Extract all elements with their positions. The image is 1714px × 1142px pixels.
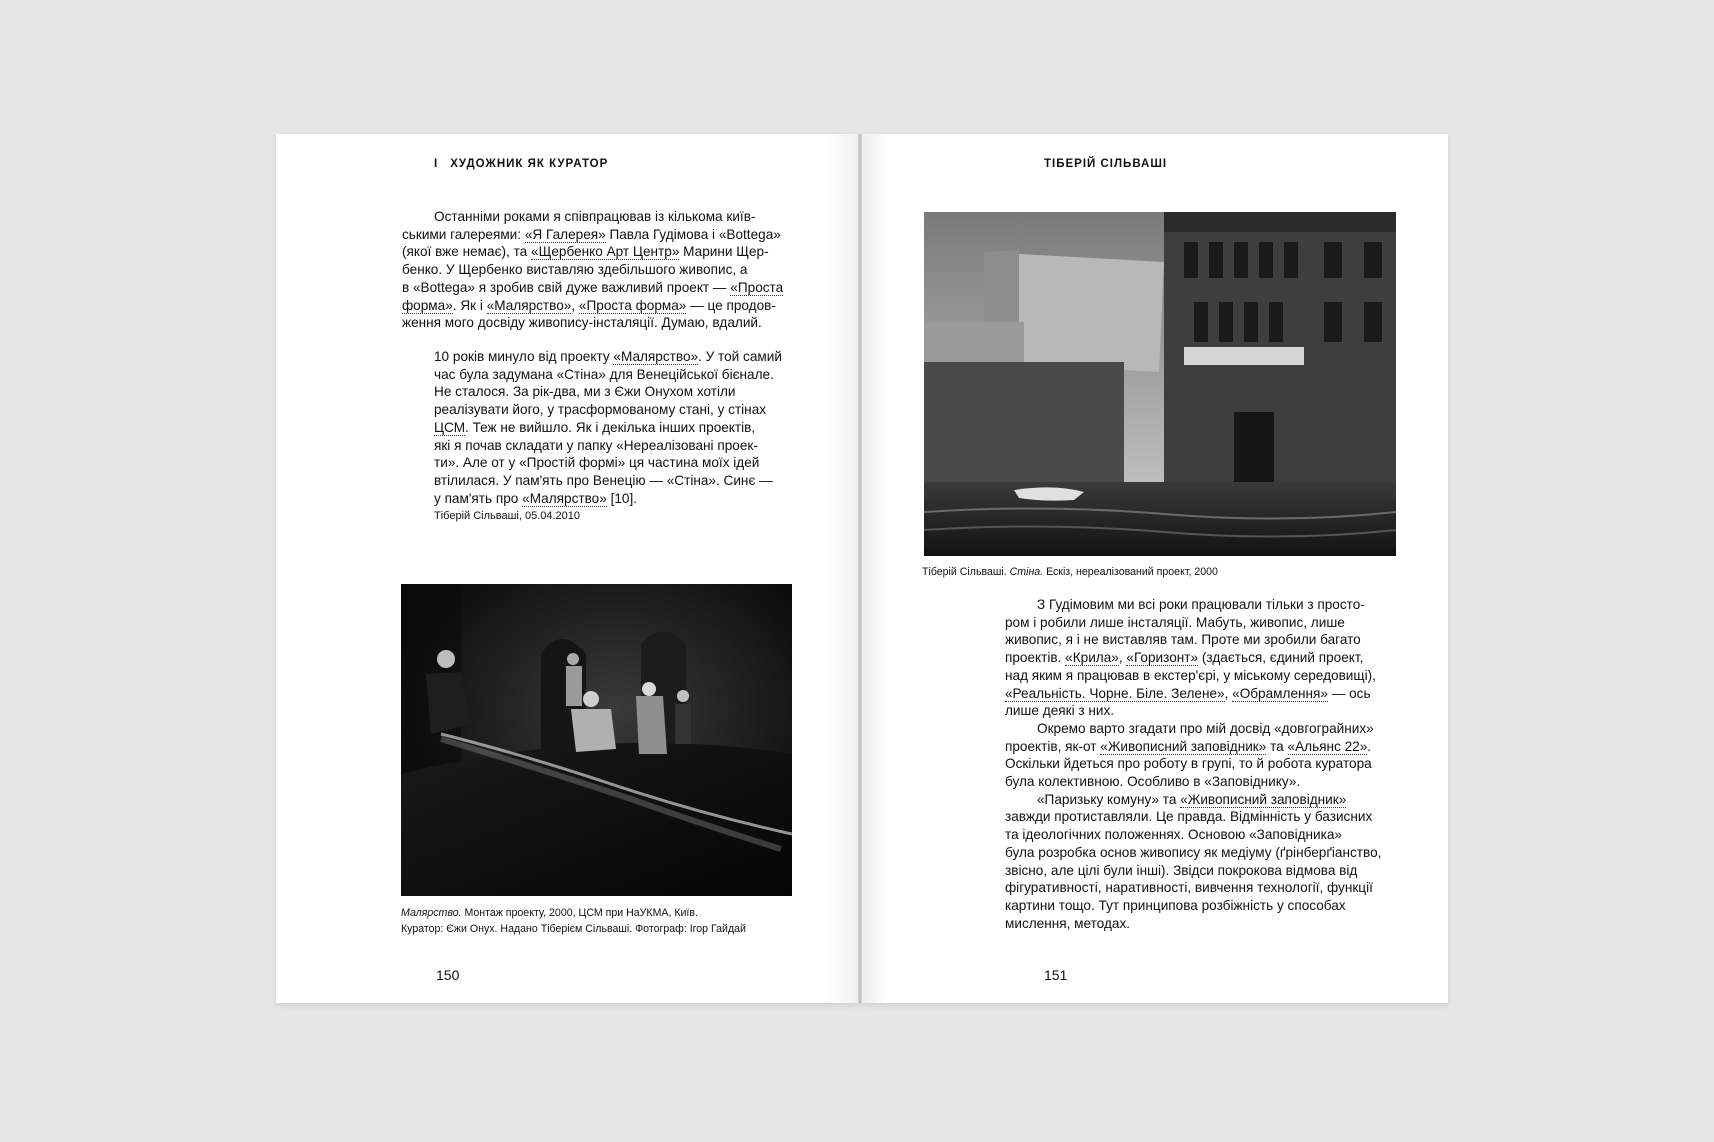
caption-title: Стіна. xyxy=(1009,566,1044,578)
link-alyans-22[interactable]: «Альянс 22» xyxy=(1287,738,1368,754)
text-line: була колективною. Особливо в «Заповіднику». xyxy=(1005,774,1301,790)
text-span: в «Bottega» я зробив свій дуже важливий проект — xyxy=(402,279,731,295)
text-line: втілилася. У пам'ять про Венецію — «Стіна». Синє — xyxy=(434,472,773,488)
photo-malyarstvo xyxy=(401,584,792,896)
link-malyarstvo[interactable]: «Малярство» xyxy=(486,297,572,313)
caption-right xyxy=(922,564,1392,580)
text-span: . Теж не вийшло. Як і декілька інших проектів, xyxy=(465,419,756,435)
text-span: Останніми роками я співпрацював із кількома київ- xyxy=(434,209,756,224)
text-span: ськими галереями: xyxy=(402,226,525,242)
text-line xyxy=(1005,791,1395,809)
text-line: ження мого досвіду живопису-інсталяції. Думаю, вдалий. xyxy=(402,315,762,331)
link-obramlennya[interactable]: «Обрамлення» xyxy=(1232,685,1328,701)
running-head-left xyxy=(434,158,608,170)
text-line: та ідеологічних положеннях. Основою «Заповідника» xyxy=(1005,827,1342,843)
caption-title: Малярство. xyxy=(401,907,462,919)
caption-author: Тіберій Сільваші. xyxy=(922,566,1010,578)
text-span: . Як і xyxy=(452,297,487,313)
photo-stina xyxy=(924,212,1396,556)
text-line: завжди протиставляли. Це правда. Відмінність у базисних xyxy=(1005,809,1373,825)
text-line: З Гудімовим ми всі роки працювали тільки з просто- xyxy=(1037,597,1365,612)
text-span: [10]. xyxy=(606,490,638,506)
link-malyarstvo-quote-2[interactable]: «Малярство» xyxy=(522,490,607,506)
text-line xyxy=(402,226,792,244)
text-span: . xyxy=(1367,738,1372,754)
text-span: у пам'ять про xyxy=(434,490,523,506)
text-line: реалізувати його, у трасформованому стані, у стінах xyxy=(434,402,767,418)
text-line: час була задумана «Стіна» для Венеційської бієнале. xyxy=(434,366,774,382)
link-realnist[interactable]: «Реальність. Чорне. Біле. Зелене» xyxy=(1005,685,1225,701)
quote-signature: Тіберій Сільваші, 05.04.2010 xyxy=(434,510,581,522)
text-line xyxy=(1005,738,1395,756)
quote-block xyxy=(434,348,792,507)
link-horyzont[interactable]: «Горизонт» xyxy=(1126,650,1199,666)
text-span: (здається, єдиний проект, xyxy=(1198,650,1364,666)
link-csm[interactable]: ЦСМ xyxy=(434,419,466,435)
photo-stina-image xyxy=(924,212,1396,556)
text-line xyxy=(402,243,792,261)
text-line: які я почав складати у папку «Нереалізовані проек- xyxy=(434,437,758,453)
text-span: , xyxy=(571,297,579,313)
text-line xyxy=(1005,649,1395,667)
text-line: Оскільки йдеться про роботу в групі, то й робота куратора xyxy=(1005,756,1372,772)
running-head-left-text: ХУДОЖНИК ЯК КУРАТОР xyxy=(450,158,609,170)
text-span: Павла Гудімова і «Bottega» xyxy=(605,226,781,242)
text-line: мислення, методах. xyxy=(1005,915,1131,931)
book-gutter xyxy=(858,134,862,1003)
text-span: , xyxy=(1118,650,1127,666)
text-line xyxy=(1005,685,1395,703)
caption-left xyxy=(401,905,801,937)
link-shcherbenko-art-center[interactable]: «Щербенко Арт Центр» xyxy=(531,244,680,260)
link-malyarstvo-quote[interactable]: «Малярство» xyxy=(613,349,699,364)
text-span: та xyxy=(1266,738,1288,754)
photo-malyarstvo-image xyxy=(401,584,792,896)
text-span: . У той самий xyxy=(698,349,782,364)
link-ya-galereya[interactable]: «Я Галерея» xyxy=(524,226,606,242)
running-head-right: ТІБЕРІЙ СІЛЬВАШІ xyxy=(1044,158,1168,170)
text-line xyxy=(402,279,792,297)
text-span: проектів, як-от xyxy=(1005,738,1101,754)
text-line: над яким я працював в екстер'єрі, у міському середовищі), xyxy=(1005,667,1376,683)
text-span: проектів. xyxy=(1005,650,1066,666)
text-span: — ось xyxy=(1327,685,1371,701)
text-line: живопис, я і не виставляв там. Проте ми зробили багато xyxy=(1005,632,1361,648)
text-span: , xyxy=(1224,685,1233,701)
text-line: лише деякі з них. xyxy=(1005,703,1115,719)
link-prosta-forma-2[interactable]: «Проста форма» xyxy=(578,297,687,313)
link-prosta-forma[interactable]: «Проста xyxy=(730,279,784,295)
caption-line: Куратор: Єжи Онух. Надано Тіберієм Сільваші. Фотограф: Ігор Гайдай xyxy=(401,923,746,935)
text-line: звісно, але цілі були інші). Звідси покрокова відмова від xyxy=(1005,862,1358,878)
text-line: була розробка основ живопису як медіуму (ґрінберґіанство, xyxy=(1005,844,1382,860)
link-zhyvopysnyi-zapovidnyk-2[interactable]: «Живописний заповідник» xyxy=(1180,791,1347,807)
caption-text: Ескіз, нереалізований проект, 2000 xyxy=(1043,566,1218,578)
link-prosta-forma-cont[interactable]: форма» xyxy=(402,297,453,313)
text-span: «Паризьку комуну» та xyxy=(1037,791,1181,807)
text-line: бенко. У Щербенко виставляю здебільшого живопис, а xyxy=(402,262,748,278)
text-line: Окремо варто згадати про мій досвід «довгограйних» xyxy=(1037,720,1374,736)
caption-line xyxy=(401,905,801,921)
text-line xyxy=(402,208,792,226)
text-span: 10 років минуло від проекту xyxy=(434,349,614,364)
paragraph-intro xyxy=(402,208,792,332)
page-number-right: 151 xyxy=(1044,967,1068,983)
text-span: (якої вже немає), та xyxy=(402,244,532,260)
text-line xyxy=(402,297,792,315)
text-line xyxy=(434,348,792,366)
text-span: Марини Щер- xyxy=(679,244,769,260)
page-number-left: 150 xyxy=(436,967,460,983)
link-kryla[interactable]: «Крила» xyxy=(1065,650,1119,666)
link-zhyvopysnyi-zapovidnyk[interactable]: «Живописний заповідник» xyxy=(1100,738,1267,754)
text-line xyxy=(434,419,792,437)
text-line: Не сталося. За рік-два, ми з Єжи Онухом хотіли xyxy=(434,384,736,400)
running-head-mark: I xyxy=(434,158,439,170)
text-line: ти». Але от у «Простій формі» ця частина моїх ідей xyxy=(434,455,760,471)
caption-text: Монтаж проекту, 2000, ЦСМ при НаУКМА, Київ. xyxy=(461,907,698,919)
text-span: — це продов- xyxy=(686,297,776,313)
text-line: фігуративності, наративності, вивчення технології, функції xyxy=(1005,880,1373,896)
paragraph-right xyxy=(1005,596,1395,932)
text-line xyxy=(434,490,792,508)
text-line: ром і робили лише інсталяції. Мабуть, живопис, лише xyxy=(1005,614,1345,630)
text-line: картини тощо. Тут принципова розбіжність у способах xyxy=(1005,897,1346,913)
